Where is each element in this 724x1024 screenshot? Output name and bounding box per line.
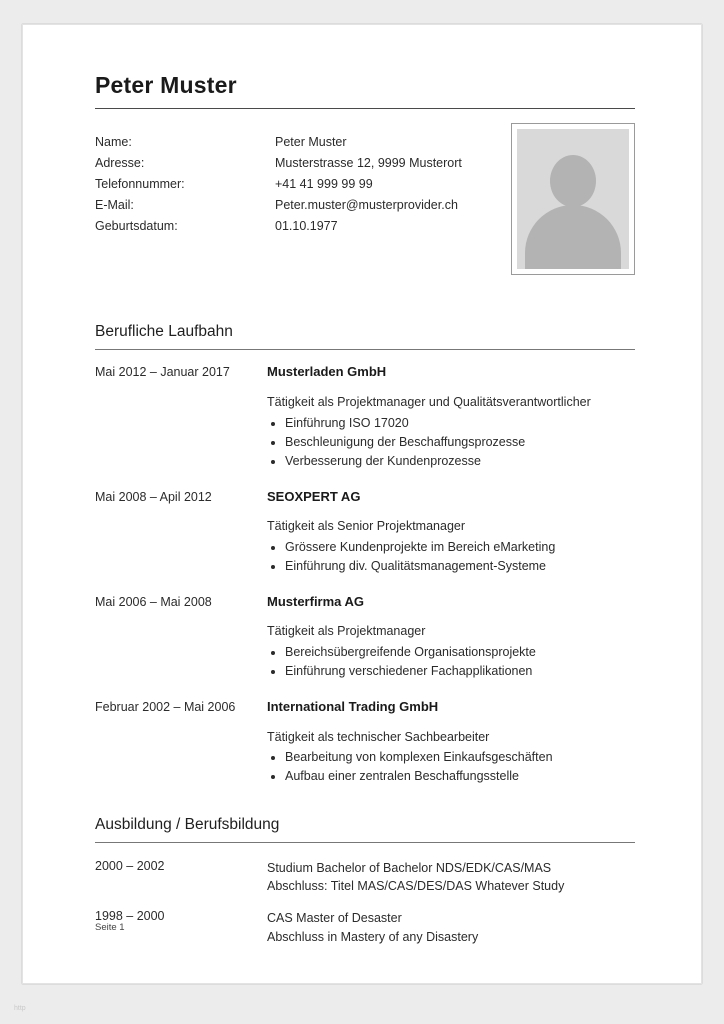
list-item xyxy=(95,909,635,945)
entry-bullet: • Verbesserung der Kundenprozesse xyxy=(285,452,635,471)
page-title: Peter Muster xyxy=(95,72,237,98)
entry-bullet: • Bereichsübergreifende Organisationsprojekte xyxy=(285,643,635,662)
document-content xyxy=(95,73,635,960)
entry-bullet: • Einführung div. Qualitätsmanagement-Systeme xyxy=(285,557,635,576)
entry-bullet: • Einführung verschiedener Fachapplikationen xyxy=(285,662,635,681)
header-divider xyxy=(95,108,635,109)
education-line: Abschluss in Mastery of any Disastery xyxy=(267,929,479,944)
table-row xyxy=(95,177,462,198)
list-item xyxy=(95,859,635,895)
list-item xyxy=(95,594,635,681)
personal-label: Name: xyxy=(95,135,132,150)
personal-data-table xyxy=(95,135,462,239)
personal-label: Adresse: xyxy=(95,156,145,171)
education-body xyxy=(267,859,635,895)
entry-role: Tätigkeit als Projektmanager und Qualitätsverantwortlicher xyxy=(267,394,591,409)
page-number-label: Seite 1 xyxy=(95,922,125,933)
table-row xyxy=(95,156,462,177)
education-divider xyxy=(95,842,635,843)
entry-role: Tätigkeit als technischer Sachbearbeiter xyxy=(267,729,490,744)
entry-period: Mai 2006 – Mai 2008 xyxy=(95,594,212,609)
entry-role: Tätigkeit als Senior Projektmanager xyxy=(267,519,466,534)
entry-bullets xyxy=(267,748,635,786)
table-row xyxy=(95,219,462,240)
experience-divider xyxy=(95,349,635,350)
portrait-photo-frame xyxy=(511,123,635,275)
entry-bullets xyxy=(267,643,635,681)
portrait-placeholder-icon xyxy=(517,129,629,269)
personal-value: Peter Muster xyxy=(275,135,347,150)
section-title-education: Ausbildung / Berufsbildung xyxy=(95,816,280,834)
entry-company: International Trading GmbH xyxy=(267,698,439,714)
education-line: Studium Bachelor of Bachelor NDS/EDK/CAS/MAS xyxy=(267,861,552,876)
personal-value: +41 41 999 99 99 xyxy=(275,177,373,192)
personal-label: Telefonnummer: xyxy=(95,177,185,192)
entry-bullet: • Bearbeitung von komplexen Einkaufsgeschäften xyxy=(285,748,635,767)
education-list xyxy=(95,859,635,946)
entry-bullet: • Beschleunigung der Beschaffungsprozesse xyxy=(285,433,635,452)
entry-body xyxy=(267,699,635,786)
table-row xyxy=(95,135,462,156)
education-body xyxy=(267,909,635,945)
entry-body xyxy=(267,594,635,681)
entry-company: Musterfirma AG xyxy=(267,593,365,609)
education-period: 2000 – 2002 xyxy=(95,859,165,874)
list-item xyxy=(95,699,635,786)
entry-bullet: • Grössere Kundenprojekte im Bereich eMarketing xyxy=(285,538,635,557)
personal-value: Peter.muster@musterprovider.ch xyxy=(275,197,458,212)
education-line: Abschluss: Titel MAS/CAS/DES/DAS Whatever Study xyxy=(267,879,565,894)
section-title-experience: Berufliche Laufbahn xyxy=(95,323,233,341)
entry-body xyxy=(267,364,635,470)
personal-value: Musterstrasse 12, 9999 Musterort xyxy=(275,156,462,171)
entry-role: Tätigkeit als Projektmanager xyxy=(267,624,426,639)
entry-body xyxy=(267,489,635,576)
personal-label: Geburtsdatum: xyxy=(95,218,178,233)
entry-company: SEOXPERT AG xyxy=(267,488,361,504)
personal-value: 01.10.1977 xyxy=(275,218,338,233)
entry-bullet: • Einführung ISO 17020 xyxy=(285,414,635,433)
entry-period: Februar 2002 – Mai 2006 xyxy=(95,699,236,714)
portrait-head-shape xyxy=(550,155,596,207)
entry-period: Mai 2012 – Januar 2017 xyxy=(95,365,230,380)
entry-period: Mai 2008 – Apil 2012 xyxy=(95,489,212,504)
corner-watermark: http xyxy=(14,1005,26,1012)
personal-data-block xyxy=(95,135,635,287)
education-line: CAS Master of Desaster xyxy=(267,911,402,926)
document-page xyxy=(22,24,702,984)
entry-bullets xyxy=(267,538,635,576)
experience-list xyxy=(95,364,635,786)
list-item xyxy=(95,364,635,470)
education-period: 1998 – 2000 xyxy=(95,909,165,924)
personal-label: E-Mail: xyxy=(95,197,134,212)
entry-company: Musterladen GmbH xyxy=(267,364,387,380)
table-row xyxy=(95,198,462,219)
entry-bullet: • Aufbau einer zentralen Beschaffungsstelle xyxy=(285,767,635,786)
portrait-body-shape xyxy=(525,205,621,269)
list-item xyxy=(95,489,635,576)
entry-bullets xyxy=(267,414,635,471)
